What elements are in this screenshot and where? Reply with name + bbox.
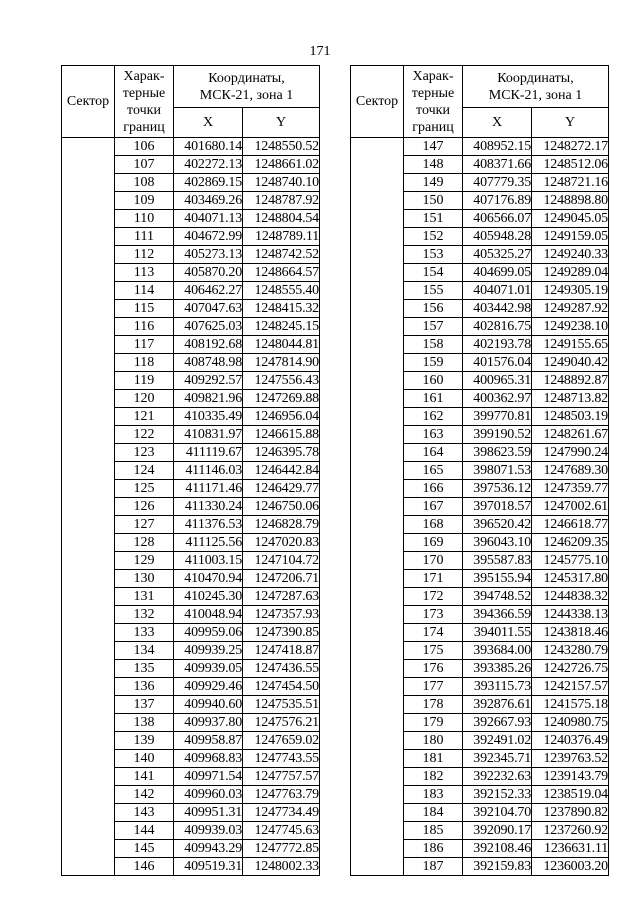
point-number-cell: 185: [404, 822, 463, 840]
x-coordinate-cell: 409960.03: [174, 786, 243, 804]
y-coordinate-cell: 1247357.93: [243, 606, 320, 624]
y-coordinate-cell: 1248789.11: [243, 228, 320, 246]
x-coordinate-cell: 409821.96: [174, 390, 243, 408]
y-coordinate-cell: 1248261.67: [532, 426, 609, 444]
point-number-cell: 117: [115, 336, 174, 354]
point-number-cell: 121: [115, 408, 174, 426]
point-number-cell: 172: [404, 588, 463, 606]
x-coordinate-cell: 397018.57: [463, 498, 532, 516]
y-coordinate-cell: 1247772.85: [243, 840, 320, 858]
y-coordinate-cell: 1248804.54: [243, 210, 320, 228]
point-number-cell: 184: [404, 804, 463, 822]
point-number-cell: 179: [404, 714, 463, 732]
point-number-cell: 131: [115, 588, 174, 606]
y-coordinate-cell: 1247757.57: [243, 768, 320, 786]
y-coordinate-cell: 1247269.88: [243, 390, 320, 408]
point-number-cell: 163: [404, 426, 463, 444]
point-number-cell: 164: [404, 444, 463, 462]
x-coordinate-cell: 396043.10: [463, 534, 532, 552]
point-number-cell: 174: [404, 624, 463, 642]
header-points-line: точки: [416, 102, 450, 118]
x-coordinate-cell: 408952.15: [463, 138, 532, 156]
x-coordinate-cell: 408371.66: [463, 156, 532, 174]
point-number-cell: 134: [115, 642, 174, 660]
x-coordinate-cell: 409943.29: [174, 840, 243, 858]
y-coordinate-cell: 1244338.13: [532, 606, 609, 624]
point-number-cell: 186: [404, 840, 463, 858]
x-coordinate-cell: 405325.27: [463, 246, 532, 264]
x-coordinate-cell: 411146.03: [174, 462, 243, 480]
point-number-cell: 124: [115, 462, 174, 480]
point-number-cell: 136: [115, 678, 174, 696]
header-y: Y: [243, 108, 320, 138]
x-coordinate-cell: 409939.03: [174, 822, 243, 840]
y-coordinate-cell: 1246956.04: [243, 408, 320, 426]
header-coordinates-line: МСК-21, зона 1: [199, 87, 294, 103]
point-number-cell: 119: [115, 372, 174, 390]
point-number-cell: 173: [404, 606, 463, 624]
y-coordinate-cell: 1247436.55: [243, 660, 320, 678]
y-coordinate-cell: 1246750.06: [243, 498, 320, 516]
table-body-right: [351, 138, 609, 876]
y-coordinate-cell: 1246442.84: [243, 462, 320, 480]
y-coordinate-cell: 1249287.92: [532, 300, 609, 318]
y-coordinate-cell: 1242157.57: [532, 678, 609, 696]
point-number-cell: 109: [115, 192, 174, 210]
y-coordinate-cell: 1249045.05: [532, 210, 609, 228]
point-number-cell: 170: [404, 552, 463, 570]
point-number-cell: 181: [404, 750, 463, 768]
x-coordinate-cell: 409951.31: [174, 804, 243, 822]
header-points-line: границ: [412, 119, 454, 135]
y-coordinate-cell: 1245775.10: [532, 552, 609, 570]
point-number-cell: 112: [115, 246, 174, 264]
point-number-cell: 144: [115, 822, 174, 840]
x-coordinate-cell: 392108.46: [463, 840, 532, 858]
y-coordinate-cell: 1247002.61: [532, 498, 609, 516]
y-coordinate-cell: 1247390.85: [243, 624, 320, 642]
point-number-cell: 183: [404, 786, 463, 804]
y-coordinate-cell: 1243818.46: [532, 624, 609, 642]
x-coordinate-cell: 408192.68: [174, 336, 243, 354]
header-points: [115, 66, 174, 138]
header-x: X: [463, 108, 532, 138]
x-coordinate-cell: 404699.05: [463, 264, 532, 282]
point-number-cell: 118: [115, 354, 174, 372]
point-number-cell: 126: [115, 498, 174, 516]
point-number-cell: 180: [404, 732, 463, 750]
y-coordinate-cell: 1248272.17: [532, 138, 609, 156]
point-number-cell: 182: [404, 768, 463, 786]
x-coordinate-cell: 409929.46: [174, 678, 243, 696]
y-coordinate-cell: 1248740.10: [243, 174, 320, 192]
y-coordinate-cell: 1238519.04: [532, 786, 609, 804]
point-number-cell: 113: [115, 264, 174, 282]
x-coordinate-cell: 411125.56: [174, 534, 243, 552]
point-number-cell: 153: [404, 246, 463, 264]
header-coordinates-line: МСК-21, зона 1: [488, 87, 583, 103]
x-coordinate-cell: 407176.89: [463, 192, 532, 210]
x-coordinate-cell: 409958.87: [174, 732, 243, 750]
x-coordinate-cell: 392876.61: [463, 696, 532, 714]
x-coordinate-cell: 408748.98: [174, 354, 243, 372]
point-number-cell: 151: [404, 210, 463, 228]
point-number-cell: 123: [115, 444, 174, 462]
y-coordinate-cell: 1246618.77: [532, 516, 609, 534]
x-coordinate-cell: 397536.12: [463, 480, 532, 498]
point-number-cell: 187: [404, 858, 463, 876]
x-coordinate-cell: 392152.33: [463, 786, 532, 804]
x-coordinate-cell: 402816.75: [463, 318, 532, 336]
x-coordinate-cell: 406462.27: [174, 282, 243, 300]
y-coordinate-cell: 1247020.83: [243, 534, 320, 552]
x-coordinate-cell: 410470.94: [174, 570, 243, 588]
x-coordinate-cell: 406566.07: [463, 210, 532, 228]
x-coordinate-cell: 392104.70: [463, 804, 532, 822]
point-number-cell: 130: [115, 570, 174, 588]
y-coordinate-cell: 1247535.51: [243, 696, 320, 714]
page-number: 171: [309, 44, 331, 59]
header-x: X: [174, 108, 243, 138]
point-number-cell: 169: [404, 534, 463, 552]
x-coordinate-cell: 404071.01: [463, 282, 532, 300]
point-number-cell: 143: [115, 804, 174, 822]
y-coordinate-cell: 1242726.75: [532, 660, 609, 678]
x-coordinate-cell: 411376.53: [174, 516, 243, 534]
x-coordinate-cell: 399770.81: [463, 408, 532, 426]
y-coordinate-cell: 1249155.65: [532, 336, 609, 354]
y-coordinate-cell: 1237260.92: [532, 822, 609, 840]
x-coordinate-cell: 409939.05: [174, 660, 243, 678]
x-coordinate-cell: 392491.02: [463, 732, 532, 750]
x-coordinate-cell: 405870.20: [174, 264, 243, 282]
point-number-cell: 111: [115, 228, 174, 246]
y-coordinate-cell: 1247689.30: [532, 462, 609, 480]
point-number-cell: 154: [404, 264, 463, 282]
y-coordinate-cell: 1239763.52: [532, 750, 609, 768]
y-coordinate-cell: 1248002.33: [243, 858, 320, 876]
y-coordinate-cell: 1247359.77: [532, 480, 609, 498]
point-number-cell: 147: [404, 138, 463, 156]
y-coordinate-cell: 1247990.24: [532, 444, 609, 462]
header-points-line: границ: [123, 119, 165, 135]
point-number-cell: 139: [115, 732, 174, 750]
sector-cell: [62, 138, 115, 876]
x-coordinate-cell: 402193.78: [463, 336, 532, 354]
x-coordinate-cell: 404672.99: [174, 228, 243, 246]
header-points-line: терные: [122, 85, 166, 101]
x-coordinate-cell: 398623.59: [463, 444, 532, 462]
y-coordinate-cell: 1248245.15: [243, 318, 320, 336]
x-coordinate-cell: 410245.30: [174, 588, 243, 606]
y-coordinate-cell: 1240980.75: [532, 714, 609, 732]
point-number-cell: 168: [404, 516, 463, 534]
y-coordinate-cell: 1248550.52: [243, 138, 320, 156]
y-coordinate-cell: 1247206.71: [243, 570, 320, 588]
x-coordinate-cell: 407047.63: [174, 300, 243, 318]
header-sector: Сектор: [62, 66, 115, 138]
point-number-cell: 137: [115, 696, 174, 714]
point-number-cell: 125: [115, 480, 174, 498]
point-number-cell: 106: [115, 138, 174, 156]
point-number-cell: 120: [115, 390, 174, 408]
x-coordinate-cell: 396520.42: [463, 516, 532, 534]
y-coordinate-cell: 1246828.79: [243, 516, 320, 534]
x-coordinate-cell: 410831.97: [174, 426, 243, 444]
x-coordinate-cell: 401680.14: [174, 138, 243, 156]
y-coordinate-cell: 1240376.49: [532, 732, 609, 750]
point-number-cell: 107: [115, 156, 174, 174]
x-coordinate-cell: 395587.83: [463, 552, 532, 570]
point-number-cell: 152: [404, 228, 463, 246]
sector-cell: [351, 138, 404, 876]
x-coordinate-cell: 409940.60: [174, 696, 243, 714]
point-number-cell: 162: [404, 408, 463, 426]
point-number-cell: 166: [404, 480, 463, 498]
point-number-cell: 138: [115, 714, 174, 732]
point-number-cell: 141: [115, 768, 174, 786]
point-number-cell: 176: [404, 660, 463, 678]
point-number-cell: 175: [404, 642, 463, 660]
y-coordinate-cell: 1246209.35: [532, 534, 609, 552]
header-y: Y: [532, 108, 609, 138]
header-points-line: точки: [127, 102, 161, 118]
y-coordinate-cell: 1247745.63: [243, 822, 320, 840]
y-coordinate-cell: 1248787.92: [243, 192, 320, 210]
y-coordinate-cell: 1249238.10: [532, 318, 609, 336]
x-coordinate-cell: 407779.35: [463, 174, 532, 192]
point-number-cell: 149: [404, 174, 463, 192]
y-coordinate-cell: 1249159.05: [532, 228, 609, 246]
point-number-cell: 146: [115, 858, 174, 876]
y-coordinate-cell: 1247576.21: [243, 714, 320, 732]
point-number-cell: 171: [404, 570, 463, 588]
y-coordinate-cell: 1247814.90: [243, 354, 320, 372]
x-coordinate-cell: 409959.06: [174, 624, 243, 642]
point-number-cell: 135: [115, 660, 174, 678]
table-row: [62, 138, 320, 156]
point-number-cell: 156: [404, 300, 463, 318]
x-coordinate-cell: 393385.26: [463, 660, 532, 678]
y-coordinate-cell: 1237890.82: [532, 804, 609, 822]
x-coordinate-cell: 392667.93: [463, 714, 532, 732]
point-number-cell: 150: [404, 192, 463, 210]
x-coordinate-cell: 400965.31: [463, 372, 532, 390]
x-coordinate-cell: 410048.94: [174, 606, 243, 624]
point-number-cell: 145: [115, 840, 174, 858]
header-points-line: терные: [411, 85, 455, 101]
y-coordinate-cell: 1236631.11: [532, 840, 609, 858]
x-coordinate-cell: 402869.15: [174, 174, 243, 192]
y-coordinate-cell: 1248415.32: [243, 300, 320, 318]
y-coordinate-cell: 1241575.18: [532, 696, 609, 714]
x-coordinate-cell: 399190.52: [463, 426, 532, 444]
x-coordinate-cell: 403442.98: [463, 300, 532, 318]
x-coordinate-cell: 394366.59: [463, 606, 532, 624]
point-number-cell: 129: [115, 552, 174, 570]
point-number-cell: 115: [115, 300, 174, 318]
y-coordinate-cell: 1247418.87: [243, 642, 320, 660]
point-number-cell: 140: [115, 750, 174, 768]
y-coordinate-cell: 1247287.63: [243, 588, 320, 606]
x-coordinate-cell: 392159.83: [463, 858, 532, 876]
header-sector: Сектор: [351, 66, 404, 138]
y-coordinate-cell: 1248892.87: [532, 372, 609, 390]
y-coordinate-cell: 1248555.40: [243, 282, 320, 300]
x-coordinate-cell: 409939.25: [174, 642, 243, 660]
point-number-cell: 159: [404, 354, 463, 372]
x-coordinate-cell: 409292.57: [174, 372, 243, 390]
y-coordinate-cell: 1243280.79: [532, 642, 609, 660]
y-coordinate-cell: 1247763.79: [243, 786, 320, 804]
point-number-cell: 167: [404, 498, 463, 516]
y-coordinate-cell: 1248512.06: [532, 156, 609, 174]
y-coordinate-cell: 1248742.52: [243, 246, 320, 264]
x-coordinate-cell: 411119.67: [174, 444, 243, 462]
y-coordinate-cell: 1247659.02: [243, 732, 320, 750]
point-number-cell: 110: [115, 210, 174, 228]
point-number-cell: 142: [115, 786, 174, 804]
y-coordinate-cell: 1247743.55: [243, 750, 320, 768]
x-coordinate-cell: 405948.28: [463, 228, 532, 246]
y-coordinate-cell: 1248664.57: [243, 264, 320, 282]
point-number-cell: 122: [115, 426, 174, 444]
y-coordinate-cell: 1249305.19: [532, 282, 609, 300]
x-coordinate-cell: 402272.13: [174, 156, 243, 174]
table-body-left: [62, 138, 320, 876]
header-points: [404, 66, 463, 138]
point-number-cell: 160: [404, 372, 463, 390]
y-coordinate-cell: 1248713.82: [532, 390, 609, 408]
point-number-cell: 128: [115, 534, 174, 552]
y-coordinate-cell: 1248503.19: [532, 408, 609, 426]
x-coordinate-cell: 392090.17: [463, 822, 532, 840]
x-coordinate-cell: 411171.46: [174, 480, 243, 498]
point-number-cell: 155: [404, 282, 463, 300]
x-coordinate-cell: 394748.52: [463, 588, 532, 606]
x-coordinate-cell: 411003.15: [174, 552, 243, 570]
y-coordinate-cell: 1247734.49: [243, 804, 320, 822]
x-coordinate-cell: 409937.80: [174, 714, 243, 732]
header-coordinates: [174, 66, 320, 108]
point-number-cell: 133: [115, 624, 174, 642]
y-coordinate-cell: 1248898.80: [532, 192, 609, 210]
y-coordinate-cell: 1246429.77: [243, 480, 320, 498]
point-number-cell: 114: [115, 282, 174, 300]
x-coordinate-cell: 395155.94: [463, 570, 532, 588]
y-coordinate-cell: 1246395.78: [243, 444, 320, 462]
y-coordinate-cell: 1247454.50: [243, 678, 320, 696]
header-coordinates: [463, 66, 609, 108]
x-coordinate-cell: 400362.97: [463, 390, 532, 408]
y-coordinate-cell: 1247556.43: [243, 372, 320, 390]
y-coordinate-cell: 1249289.04: [532, 264, 609, 282]
y-coordinate-cell: 1249240.33: [532, 246, 609, 264]
x-coordinate-cell: 392345.71: [463, 750, 532, 768]
point-number-cell: 178: [404, 696, 463, 714]
x-coordinate-cell: 407625.03: [174, 318, 243, 336]
header-points-line: Харак-: [412, 68, 454, 84]
x-coordinate-cell: 411330.24: [174, 498, 243, 516]
x-coordinate-cell: 405273.13: [174, 246, 243, 264]
x-coordinate-cell: 393684.00: [463, 642, 532, 660]
y-coordinate-cell: 1246615.88: [243, 426, 320, 444]
x-coordinate-cell: 409971.54: [174, 768, 243, 786]
coordinates-table-right: [350, 65, 609, 876]
table-row: [351, 138, 609, 156]
point-number-cell: 165: [404, 462, 463, 480]
y-coordinate-cell: 1248044.81: [243, 336, 320, 354]
y-coordinate-cell: 1236003.20: [532, 858, 609, 876]
x-coordinate-cell: 409519.31: [174, 858, 243, 876]
x-coordinate-cell: 409968.83: [174, 750, 243, 768]
header-coordinates-line: Координаты,: [497, 70, 574, 86]
x-coordinate-cell: 394011.55: [463, 624, 532, 642]
y-coordinate-cell: 1248721.16: [532, 174, 609, 192]
point-number-cell: 116: [115, 318, 174, 336]
x-coordinate-cell: 404071.13: [174, 210, 243, 228]
x-coordinate-cell: 393115.73: [463, 678, 532, 696]
y-coordinate-cell: 1239143.79: [532, 768, 609, 786]
point-number-cell: 127: [115, 516, 174, 534]
point-number-cell: 108: [115, 174, 174, 192]
x-coordinate-cell: 410335.49: [174, 408, 243, 426]
x-coordinate-cell: 401576.04: [463, 354, 532, 372]
y-coordinate-cell: 1245317.80: [532, 570, 609, 588]
x-coordinate-cell: 403469.26: [174, 192, 243, 210]
point-number-cell: 148: [404, 156, 463, 174]
point-number-cell: 132: [115, 606, 174, 624]
x-coordinate-cell: 398071.53: [463, 462, 532, 480]
point-number-cell: 177: [404, 678, 463, 696]
point-number-cell: 157: [404, 318, 463, 336]
point-number-cell: 161: [404, 390, 463, 408]
coordinates-table-left: [61, 65, 320, 876]
y-coordinate-cell: 1247104.72: [243, 552, 320, 570]
point-number-cell: 158: [404, 336, 463, 354]
y-coordinate-cell: 1248661.02: [243, 156, 320, 174]
x-coordinate-cell: 392232.63: [463, 768, 532, 786]
header-coordinates-line: Координаты,: [208, 70, 285, 86]
header-points-line: Харак-: [123, 68, 165, 84]
y-coordinate-cell: 1244838.32: [532, 588, 609, 606]
y-coordinate-cell: 1249040.42: [532, 354, 609, 372]
